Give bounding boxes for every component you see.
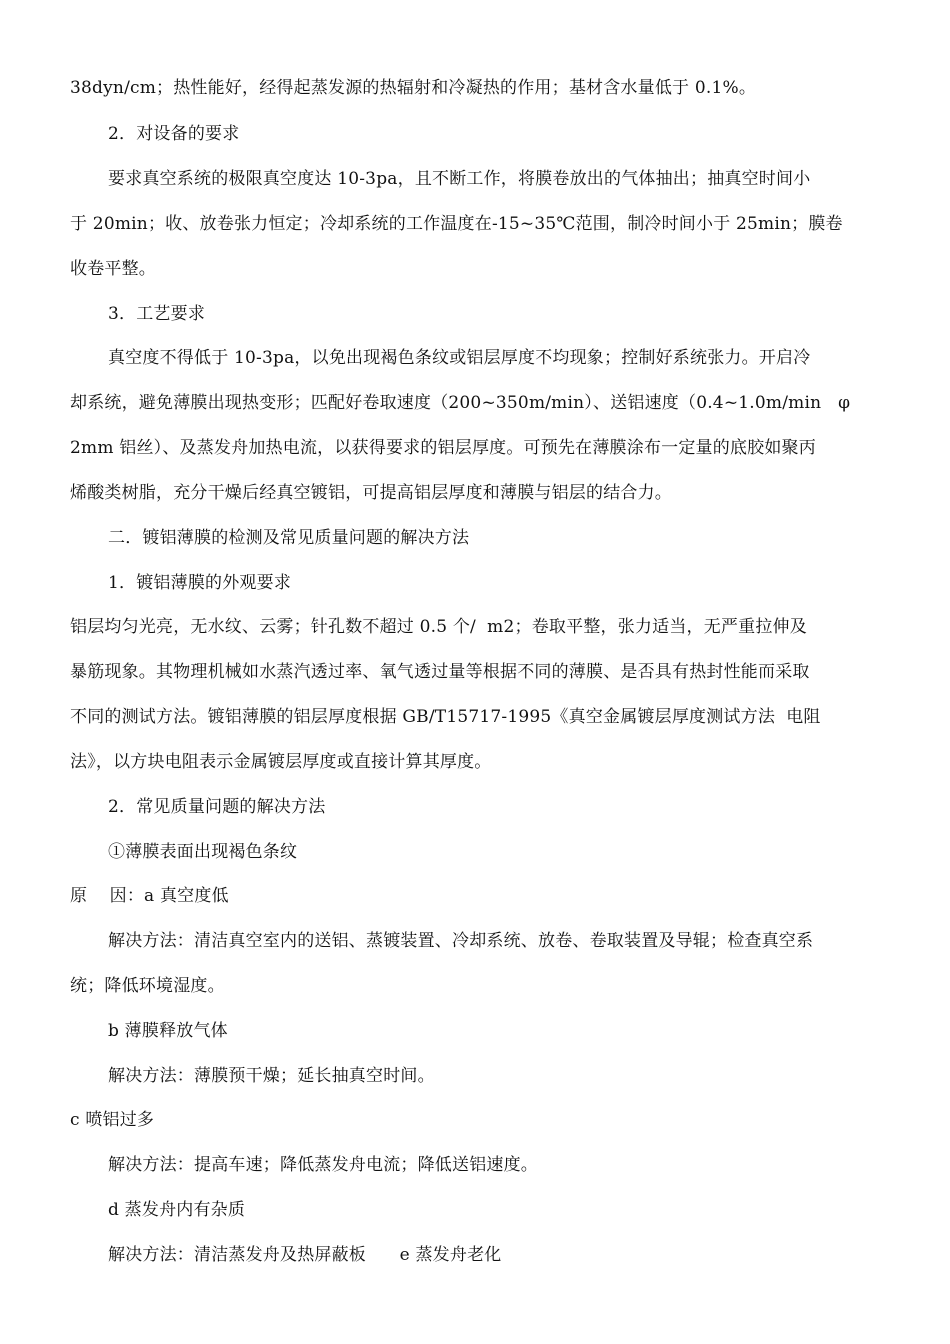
section-heading: 二．镀铝薄膜的检测及常见质量问题的解决方法 [108,528,470,548]
text-line: 要求真空系统的极限真空度达 10-3pa，且不断工作，将膜卷放出的气体抽出；抽真空时间小 [108,169,811,189]
section-heading: 2．常见质量问题的解决方法 [108,797,326,817]
text-line: 38dyn/cm；热性能好，经得起蒸发源的热辐射和冷凝热的作用；基材含水量低于 0.1%。 [70,78,757,98]
solution-line: 解决方法：薄膜预干燥；延长抽真空时间。 [108,1066,435,1086]
cause-line: d 蒸发舟内有杂质 [108,1200,246,1220]
cause-line: b 薄膜释放气体 [108,1021,228,1041]
section-heading: 2．对设备的要求 [108,124,240,144]
section-heading: 1．镀铝薄膜的外观要求 [108,573,292,593]
text-line: 真空度不得低于 10-3pa，以免出现褐色条纹或铝层厚度不均现象；控制好系统张力。开启冷 [108,348,811,368]
solution-line: 解决方法：提高车速；降低蒸发舟电流；降低送铝速度。 [108,1155,538,1175]
problem-heading: ①薄膜表面出现褐色条纹 [108,842,298,862]
solution-line: 解决方法：清洁真空室内的送铝、蒸镀装置、冷却系统、放卷、卷取装置及导辊；检查真空系 [108,931,814,951]
text-line: 烯酸类树脂，充分干燥后经真空镀铝，可提高铝层厚度和薄膜与铝层的结合力。 [70,483,672,503]
text-line: 于 20min；收、放卷张力恒定；冷却系统的工作温度在-15~35℃范围，制冷时间小于 25min；膜卷 [70,214,843,234]
text-line: 法》，以方块电阻表示金属镀层厚度或直接计算其厚度。 [70,752,492,772]
text-line: 统；降低环境湿度。 [70,976,225,996]
text-line: 却系统，避免薄膜出现热变形；匹配好卷取速度（200~350m/min）、送铝速度（0.4~1.0m/min φ [70,393,851,413]
cause-line: c 喷铝过多 [70,1110,155,1130]
cause-line: 原 因：a 真空度低 [70,886,229,906]
text-line: 2mm 铝丝）、及蒸发舟加热电流，以获得要求的铝层厚度。可预先在薄膜涂布一定量的底胶如聚丙 [70,438,816,458]
solution-line: 解决方法：清洁蒸发舟及热屏蔽板 e 蒸发舟老化 [108,1245,502,1265]
text-line: 暴筋现象。其物理机械如水蒸汽透过率、氧气透过量等根据不同的薄膜、是否具有热封性能而采取 [70,662,810,682]
text-line: 铝层均匀光亮，无水纹、云雾；针孔数不超过 0.5 个/ m2；卷取平整，张力适当，无严重拉伸及 [70,617,807,637]
section-heading: 3．工艺要求 [108,304,206,324]
text-line: 不同的测试方法。镀铝薄膜的铝层厚度根据 GB/T15717-1995《真空金属镀层厚度测试方法 电阻 [70,707,821,727]
text-line: 收卷平整。 [70,259,156,279]
